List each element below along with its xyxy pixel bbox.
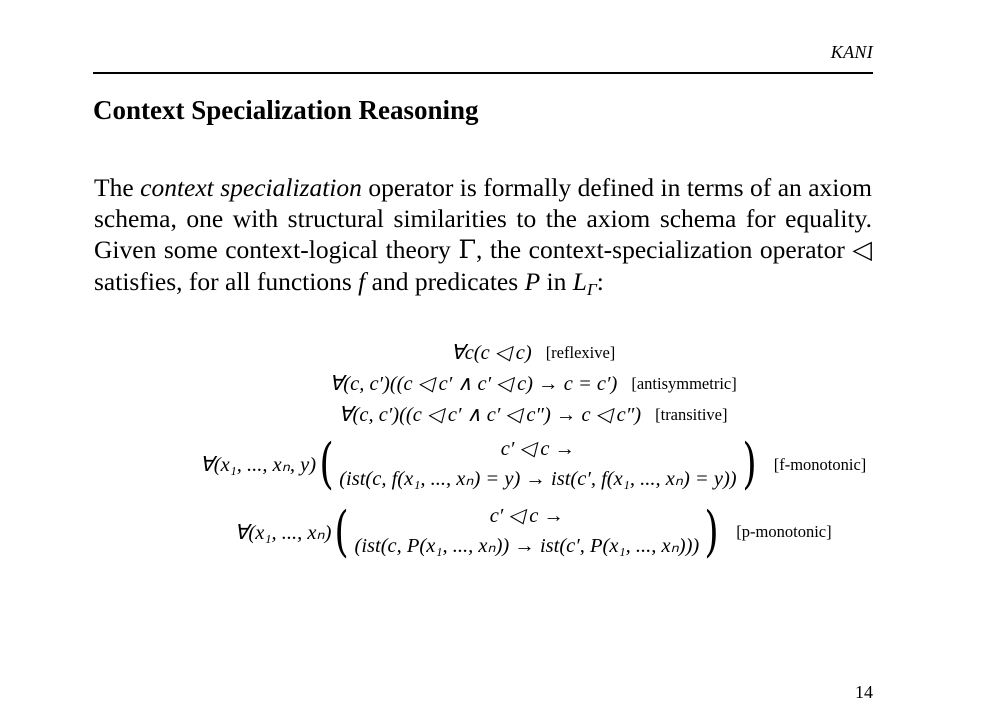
- language-symbol: L: [572, 267, 587, 296]
- paragraph-seg4: satisfies, for all functions: [94, 267, 359, 296]
- axiom-tag-transitive: [transitive]: [655, 404, 728, 424]
- axiom-quantifier-p-monotonic: ∀(x₁, ..., xₙ): [234, 521, 332, 544]
- body-paragraph: [94, 172, 872, 305]
- right-paren-big-p: ): [704, 499, 719, 563]
- header-divider: [93, 72, 873, 74]
- triangle-left-symbol: ◁: [852, 235, 872, 265]
- gamma-symbol: Γ: [458, 235, 477, 265]
- function-symbol-f: f: [358, 267, 366, 296]
- f-monotonic-line1: c′ ◁ c →: [500, 438, 576, 460]
- page-title: Context Specialization Reasoning: [93, 95, 479, 125]
- language-subscript: Γ: [586, 279, 597, 299]
- p-monotonic-line2: (ist(c, P(x₁, ..., xₙ)) → ist(c′, P(x₁, ..., xₙ))): [354, 535, 700, 558]
- right-paren-big-f: ): [742, 432, 757, 496]
- predicate-symbol-p: P: [524, 267, 541, 296]
- axiom-formula-reflexive: ∀c(c ◁ c): [450, 342, 532, 364]
- axiom-row-reflexive: [93, 340, 973, 365]
- axiom-formula-transitive: ∀(c, c′)((c ◁ c′ ∧ c′ ◁ c″) → c ◁ c″): [338, 404, 642, 426]
- axiom-tag-f-monotonic: [f-monotonic]: [773, 454, 867, 474]
- left-paren-big-f: (: [319, 432, 334, 496]
- page-number: 14: [855, 682, 873, 702]
- p-monotonic-group: [331, 499, 722, 563]
- axiom-tag-p-monotonic: [p-monotonic]: [736, 522, 832, 542]
- f-monotonic-line2: (ist(c, f(x₁, ..., xₙ) = y) → ist(c′, f(x₁, ..., xₙ) = y)): [339, 467, 737, 490]
- axiom-formula-antisymmetric: ∀(c, c′)((c ◁ c′ ∧ c′ ◁ c) → c = c′): [329, 373, 618, 395]
- running-header: KANI: [830, 42, 873, 62]
- f-monotonic-body: [337, 435, 738, 494]
- paragraph-seg6: in: [540, 267, 573, 296]
- paragraph-seg5: and predicates: [365, 267, 525, 296]
- p-monotonic-line1: c′ ◁ c →: [489, 505, 565, 528]
- left-paren-big-p: (: [334, 499, 350, 563]
- axiom-row-p-monotonic: [93, 499, 973, 563]
- axiom-row-f-monotonic: [93, 432, 973, 496]
- axiom-row-antisymmetric: [93, 371, 973, 396]
- axiom-quantifier-f-monotonic: ∀(x₁, ..., xₙ, y): [199, 454, 317, 477]
- f-monotonic-group: [316, 432, 760, 496]
- axiom-tag-reflexive: [reflexive]: [545, 342, 616, 362]
- paragraph-seg2: operator is formally defined in terms of an axiom schema, one with structural similarities to the axiom schema for equality. Given some context-logical theory: [94, 173, 872, 264]
- axiom-row-transitive: [93, 402, 973, 427]
- axiom-tag-antisymmetric: [antisymmetric]: [631, 373, 737, 393]
- axiom-schema-block: [93, 340, 973, 566]
- p-monotonic-body: [353, 502, 702, 561]
- paragraph-seg7: :: [596, 267, 604, 296]
- paragraph-seg3: , the context-specialization operator: [476, 235, 853, 264]
- paragraph-seg1: The: [94, 173, 141, 202]
- paragraph-emphasis: context specialization: [140, 173, 362, 202]
